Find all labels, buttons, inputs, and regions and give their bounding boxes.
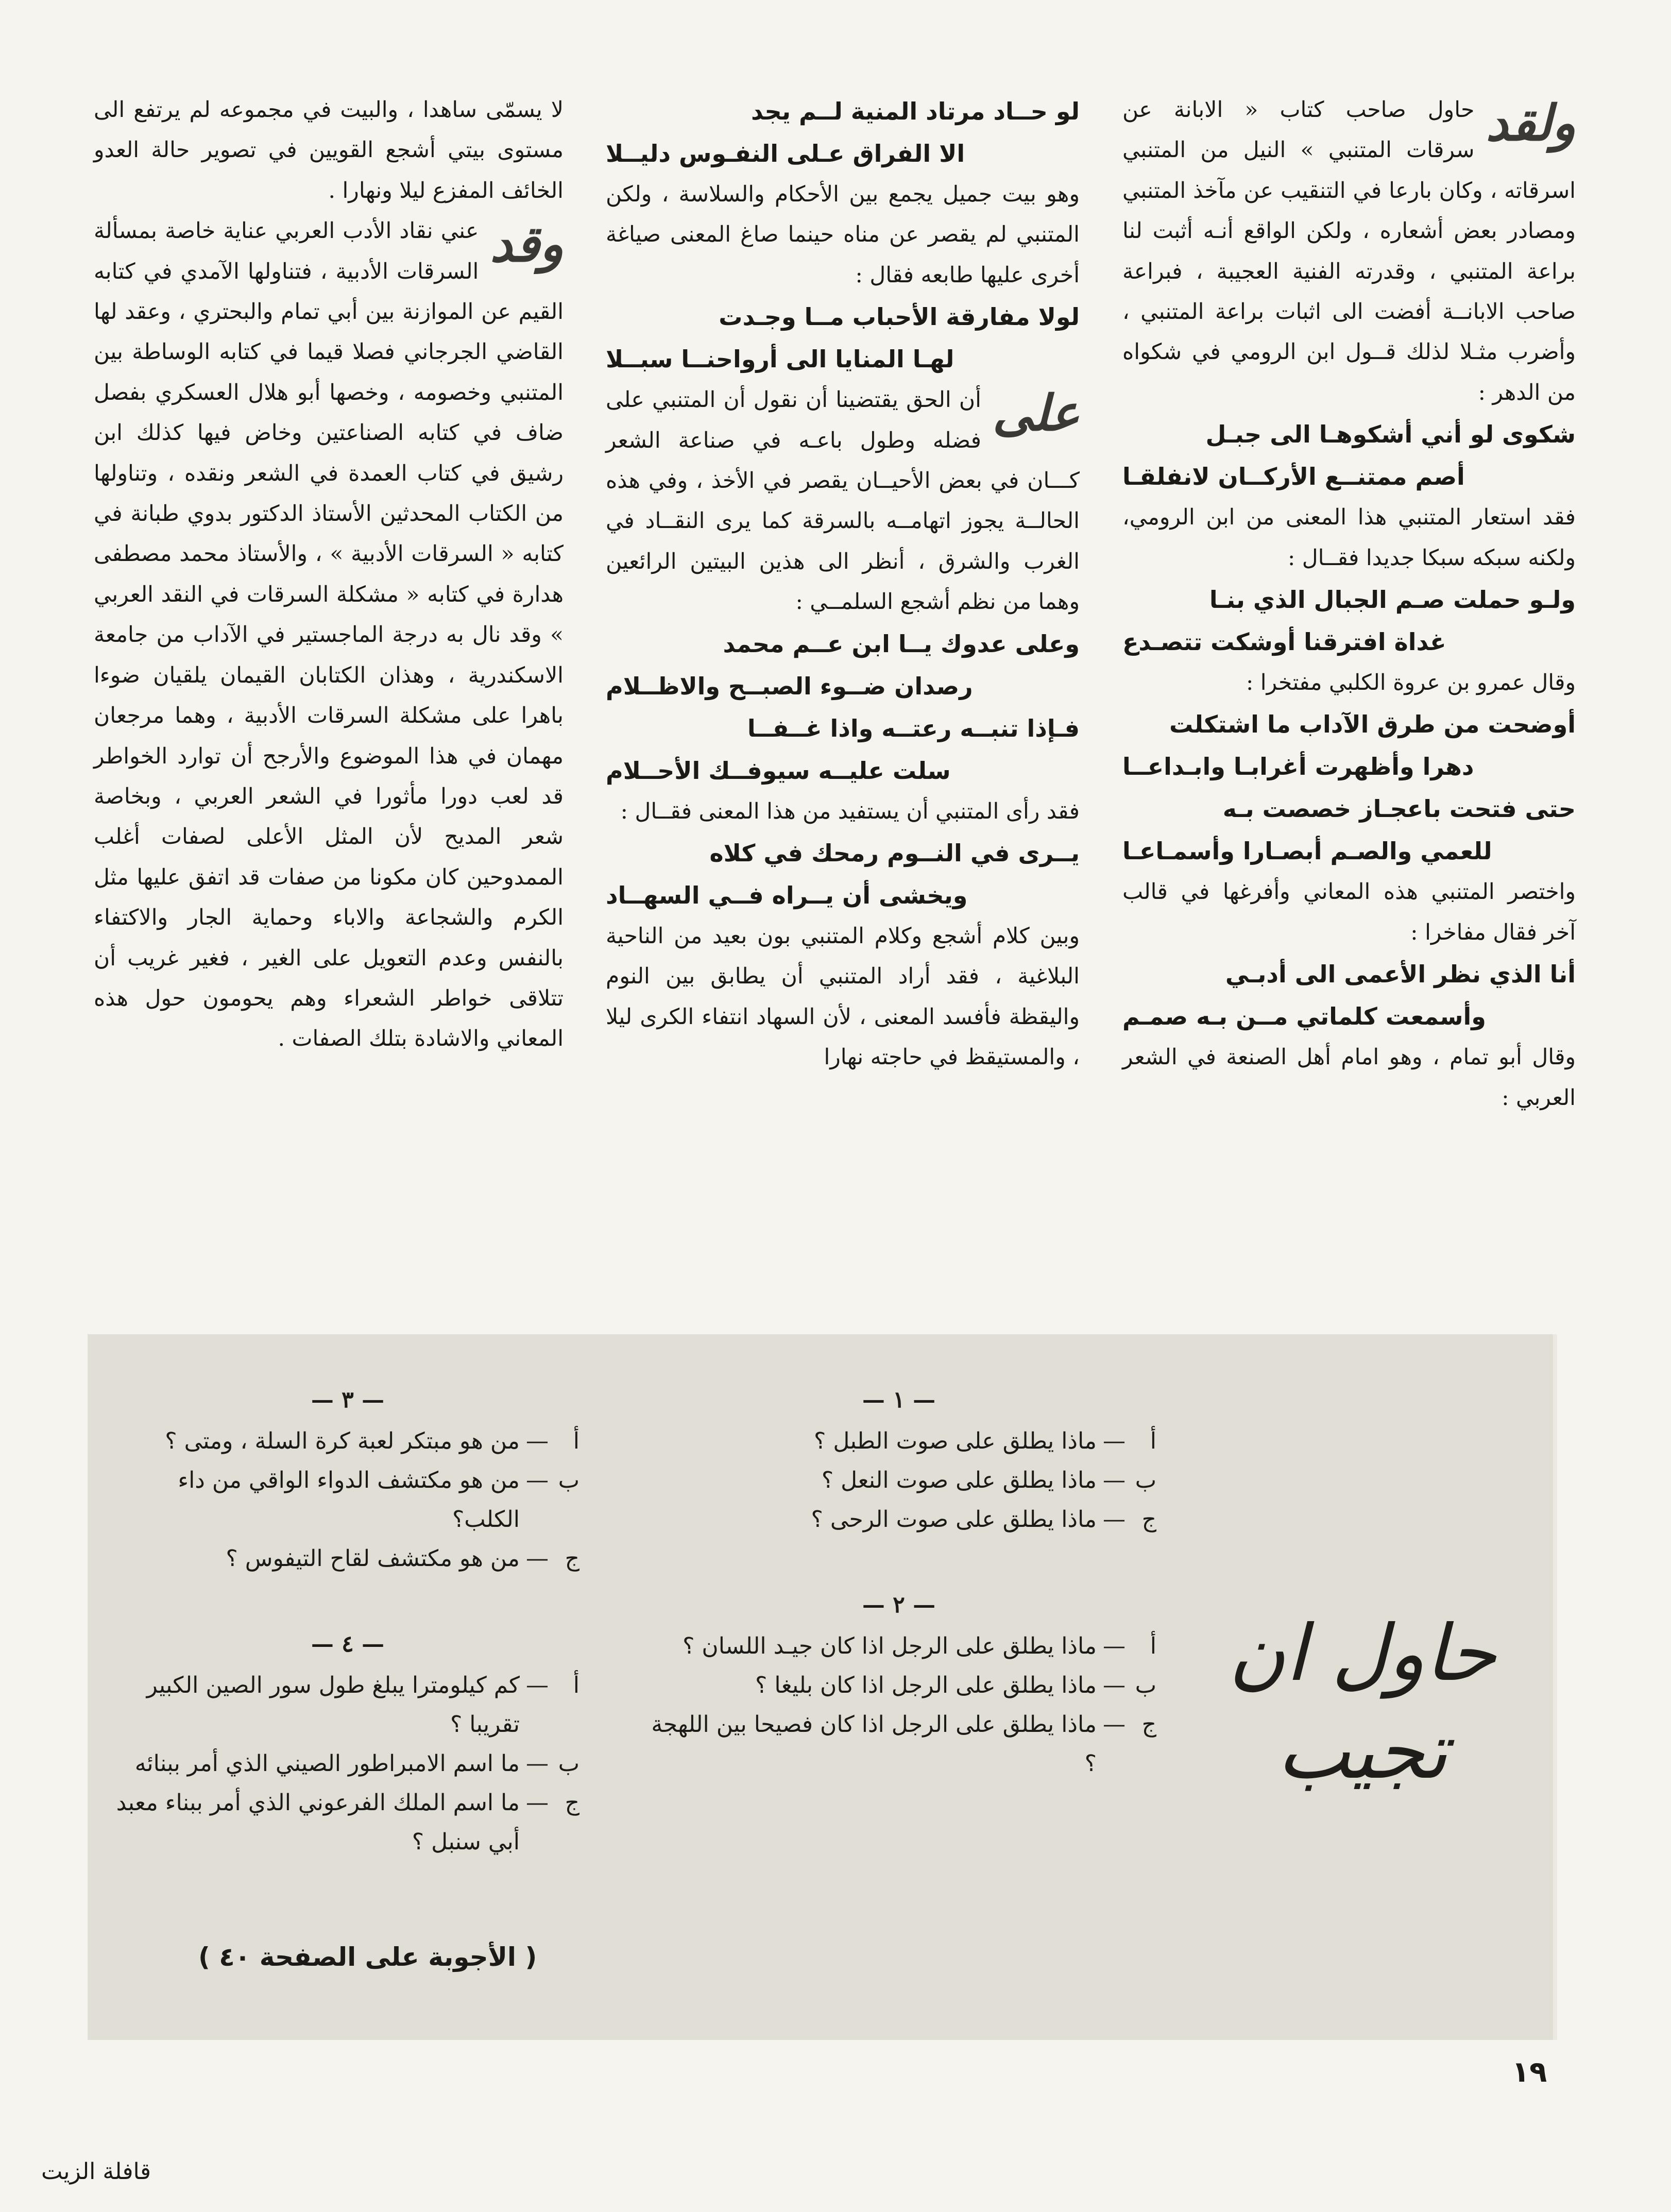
question-text: من هو مكتشف لقاح التيفوس ؟: [226, 1545, 520, 1572]
magazine-name: قافلة الزيت: [41, 2158, 151, 2185]
verse-line: فـإذا تنبــه رعتــه واذا غــفــا: [747, 714, 1080, 742]
verse-line: غداة افترقنا أوشكت تتصـدع: [1122, 628, 1446, 656]
verse-line: لولا مفارقة الأحباب مــا وجـدت: [719, 303, 1080, 331]
question-letter: ب: [1135, 1672, 1156, 1698]
paragraph: فقد استعار المتنبي هذا المعنى من ابن الرومي، ولكنه سبكه سبكا جديدا فقــال :: [1122, 505, 1576, 571]
quiz-group-number: — ١ —: [862, 1387, 936, 1413]
quiz-question: ب — من هو مكتشف الدواء الواقي من داء الكلب؟: [116, 1461, 579, 1539]
page-number: ١٩: [1512, 2055, 1547, 2089]
quiz-question: ج — من هو مكتشف لقاح التيفوس ؟: [116, 1539, 579, 1578]
lead-word: ولقد: [1486, 94, 1576, 152]
paragraph: وقال أبو تمام ، وهو امام أهل الصنعة في الشعر العربي :: [1122, 1045, 1576, 1111]
question-letter: ج: [1141, 1506, 1156, 1533]
verse-line: سلت عليــه سيوفــك الأحــلام: [606, 756, 951, 785]
verse-line: رصدان ضــوء الصبــح والاظــلام: [606, 672, 973, 700]
quiz-group-number: — ٢ —: [862, 1592, 936, 1618]
verse-line: ولـو حملت صـم الجبال الذي بنـا: [1209, 586, 1576, 614]
question-letter: ج: [1141, 1711, 1156, 1738]
verse-line: دهرا وأظهرت أغرابـا وابـداعــا: [1122, 753, 1474, 781]
quiz-column-middle: [641, 1381, 1156, 1783]
question-text: ماذا يطلق على الرجل اذا كان فصيحا بين اللهجة ؟: [651, 1711, 1097, 1777]
quiz-group-number: — ٤ —: [311, 1631, 385, 1657]
lead-word: وقد: [490, 215, 564, 274]
paragraph: واختصر المتنبي هذه المعاني وأفرغها في قالب آخر فقال مفاخرا :: [1122, 879, 1576, 945]
question-letter: ب: [558, 1467, 579, 1493]
question-text: كم كيلومترا يبلغ طول سور الصين الكبير تقريبا ؟: [146, 1672, 520, 1738]
quiz-box: [88, 1334, 1557, 2040]
question-text: ماذا يطلق على صوت الطبل ؟: [813, 1428, 1097, 1454]
question-text: من هو مكتشف الدواء الواقي من داء الكلب؟: [178, 1467, 520, 1533]
question-letter: ب: [1135, 1467, 1156, 1493]
quiz-question: ج — ماذا يطلق على صوت الرحى ؟: [641, 1500, 1156, 1539]
quiz-question: أ — من هو مبتكر لعبة كرة السلة ، ومتى ؟: [116, 1422, 579, 1461]
verse-line: ويخشى أن يــراه فــي السهــاد: [606, 881, 968, 910]
question-letter: أ: [1150, 1633, 1156, 1659]
quiz-question: ج — ما اسم الملك الفرعوني الذي أمر ببناء معبد أبي سنبل ؟: [116, 1783, 579, 1862]
quiz-title: حاول ان تجيب: [1229, 1609, 1496, 1796]
quiz-question: ب — ماذا يطلق على صوت النعل ؟: [641, 1461, 1156, 1500]
paragraph: لا يسمّى ساهدا ، والبيت في مجموعه لم يرتفع الى مستوى بيتي أشجع القويين في تصوير حالة العدو الخائف المفزع ليلا ونهارا .: [94, 97, 564, 203]
quiz-question: أ — ماذا يطلق على الرجل اذا كان جيـد اللسان ؟: [641, 1627, 1156, 1666]
question-text: ماذا يطلق على الرجل اذا كان بليغا ؟: [755, 1672, 1097, 1698]
article-column-middle: [606, 90, 1080, 1264]
question-letter: أ: [573, 1428, 579, 1454]
paragraph: وقال عمرو بن عروة الكلبي مفتخرا :: [1246, 670, 1576, 696]
quiz-column-left: [116, 1381, 579, 1862]
verse-line: حتى فتحت باعجـاز خصصت بـه: [1222, 795, 1576, 823]
question-letter: ج: [565, 1790, 579, 1816]
question-letter: أ: [573, 1672, 579, 1698]
paragraph: حاول صاحب كتاب « الابانة عن سرقات المتنبي » النيل من المتنبي اسرقاته ، وكان بارعا في التنقيب عن مآخذ المتنبي ومصادر بعض أشعاره ، ولكن الواقع أنـه أثبت لنا براعة المتنبي ، وقدرته الفنية العجيبة ، فبراعة صاحب الابانــة أفضت الى اثبات براعة المتنبي ، وأضرب مثـلا لذلك قــول ابن الرومي في شكواه من الدهر :: [1122, 97, 1576, 405]
article-column-left: [94, 90, 564, 1264]
paragraph: فقد رأى المتنبي أن يستفيد من هذا المعنى فقــال :: [620, 798, 1080, 824]
question-text: ما اسم الملك الفرعوني الذي أمر ببناء معبد أبي سنبل ؟: [116, 1790, 520, 1855]
verse-line: الا الفراق عـلى النفـوس دليــلا: [606, 140, 965, 167]
paragraph: أن الحق يقتضينا أن نقول أن المتنبي على فضله وطول باعـه في صناعة الشعر كـــان في بعض الأحيــان يقصر في الأخذ ، وفي هذه الحالــة يجوز اتهامــه بالسرقة كما يرى النقــاد في الغرب والشرق ، أنظر الى هذين البيتين الرائعين وهما من نظم أشجع السلمــي :: [606, 387, 1080, 615]
verse-line: لو حــاد مرتاد المنية لــم يجد: [751, 97, 1080, 125]
question-text: ما اسم الامبراطور الصيني الذي أمر ببنائه: [134, 1750, 520, 1777]
paragraph: وهو بيت جميل يجمع بين الأحكام والسلاسة ، ولكن المتنبي لم يقصر عن مناه حينما صاغ المعنى صياغة أخرى عليها طابعه فقال :: [606, 182, 1080, 288]
verse-line: للعمي والصـم أبصـارا وأسمـاعـا: [1122, 837, 1492, 865]
question-text: من هو مبتكر لعبة كرة السلة ، ومتى ؟: [165, 1428, 520, 1454]
verse-line: وعلى عدوك يــا ابن عــم محمد: [723, 629, 1080, 658]
question-letter: أ: [1150, 1428, 1156, 1454]
lead-word: على: [992, 384, 1080, 443]
quiz-question: ب — ما اسم الامبراطور الصيني الذي أمر ببنائه: [116, 1744, 579, 1783]
question-text: ماذا يطلق على صوت النعل ؟: [821, 1467, 1097, 1493]
quiz-question: ب — ماذا يطلق على الرجل اذا كان بليغا ؟: [641, 1666, 1156, 1705]
paragraph: عني نقاد الأدب العربي عناية خاصة بمسألة السرقات الأدبية ، فتناولها الآمدي في كتابه القيم عن الموازنة بين أبي تمام والبحتري ، وعقد لها القاضي الجرجاني فصلا قيما في كتابه الوساطة بين المتنبي وخصومه ، وخصها أبو هلال العسكري بفصل ضاف في كتابه الصناعتين وخاض فيها كذلك ابن رشيق في كتاب العمدة في الشعر ونقده ، وتناولها من الكتاب المحدثين الأستاذ الدكتور بدوي طبانة في كتابه « السرقات الأدبية » ، والأستاذ محمد مصطفى هدارة في كتابه « مشكلة السرقات في النقد العربي » وقد نال به درجة الماجستير في الآداب من جامعة الاسكندرية ، وهذان الكتابان القيمان يلقيان ضوءا باهرا على مشكلة السرقات الأدبية ، وهما مرجعان مهمان في هذا الموضوع والأرجح أن توارد الخواطر قد لعب دورا مأثورا في الشعر العربي ، وبخاصة شعر المديح لأن المثل الأعلى لصفات أغلب الممدوحين كان مكونا من صفات قد اتفق عليها مثل الكرم والشجاعة والاباء وحماية الجار والاكتفاء بالنفس وعدم التعويل على الغير ، فغير غريب أن تتلاقى خواطر الشعراء وهم يحومون حول هذه المعاني والاشادة بتلك الصفات .: [94, 218, 564, 1052]
verse-line: لهـا المنايا الى أرواحنــا سبــلا: [606, 345, 954, 373]
verse-line: شكوى لو أني أشكوهـا الى جبـل: [1205, 420, 1576, 449]
verse-line: أصم ممتنــع الأركــان لانفلقـا: [1122, 463, 1465, 491]
question-letter: ج: [565, 1545, 579, 1572]
answers-note: ( الأجوبة على الصفحة ٤٠ ): [198, 1942, 537, 1972]
question-text: ماذا يطلق على صوت الرحى ؟: [811, 1506, 1097, 1533]
quiz-question: أ — كم كيلومترا يبلغ طول سور الصين الكبير تقريبا ؟: [116, 1666, 579, 1744]
verse-line: أوضحت من طرق الآداب ما اشتكلت: [1169, 710, 1576, 739]
quiz-group-number: — ٣ —: [311, 1387, 385, 1413]
article-column-right: [1122, 90, 1576, 1264]
paragraph: وبين كلام أشجع وكلام المتنبي بون بعيد من الناحية البلاغية ، فقد أراد المتنبي أن يطابق بين النوم واليقظة فأفسد المعنى ، لأن السهاد انتفاء الكرى ليلا ، والمستيقظ في حاجته نهارا: [606, 924, 1080, 1070]
quiz-question: ج — ماذا يطلق على الرجل اذا كان فصيحا بين اللهجة ؟: [641, 1705, 1156, 1783]
verse-line: وأسمعت كلماتي مــن بـه صمـم: [1122, 1002, 1486, 1031]
question-text: ماذا يطلق على الرجل اذا كان جيـد اللسان ؟: [683, 1633, 1097, 1659]
verse-line: يــرى في النــوم رمحك في كلاه: [709, 839, 1080, 867]
question-letter: ب: [558, 1750, 579, 1777]
verse-line: أنا الذي نظر الأعمى الى أدبـي: [1225, 960, 1576, 989]
quiz-question: أ — ماذا يطلق على صوت الطبل ؟: [641, 1422, 1156, 1461]
